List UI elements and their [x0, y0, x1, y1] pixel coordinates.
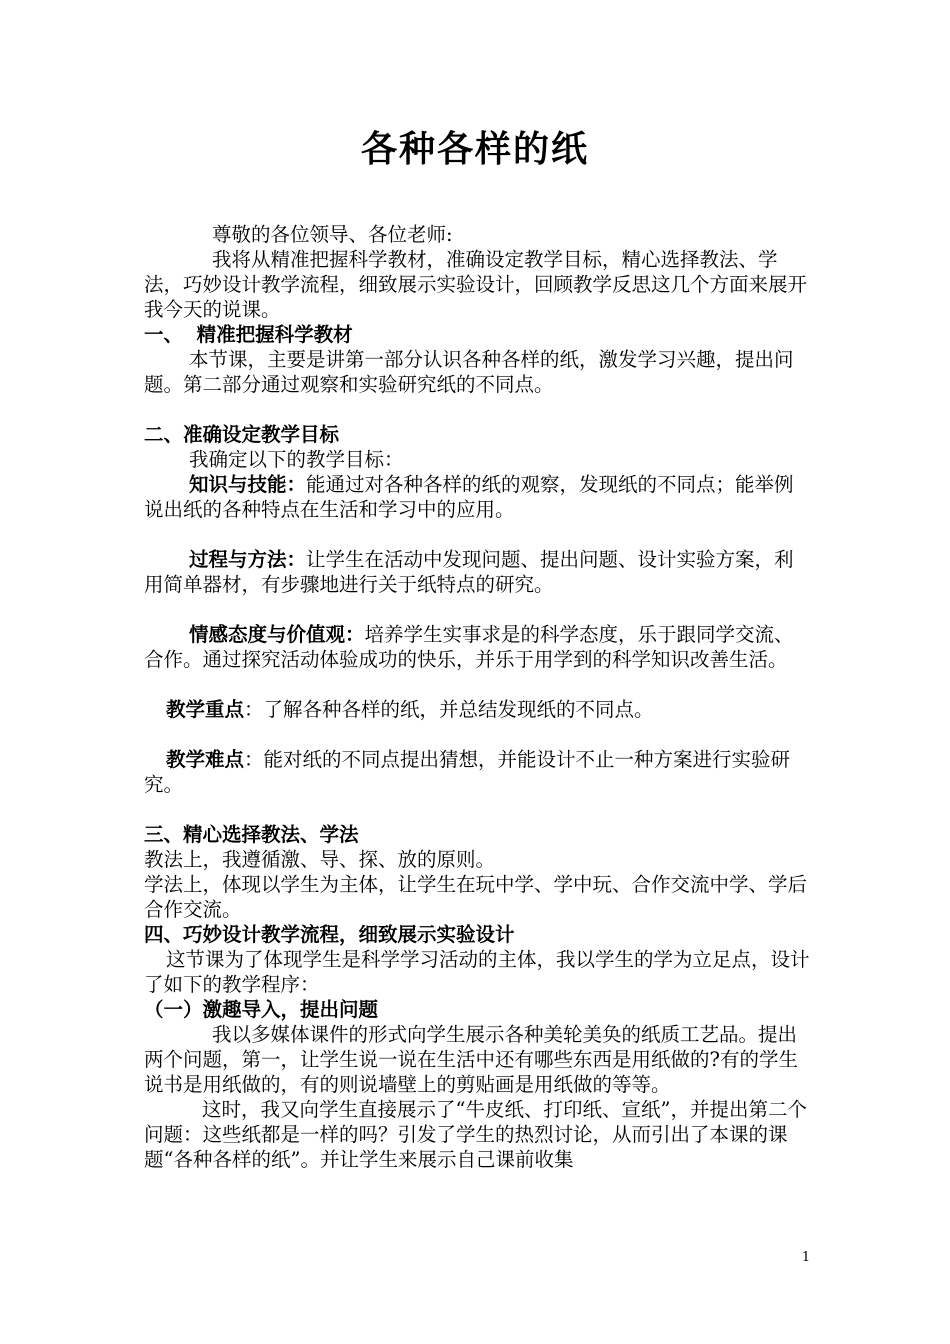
- section-4-lead: 这节课为了体现学生是科学学习活动的主体，我以学生的学为立足点，设计了如下的教学程序：: [144, 948, 810, 996]
- section-1-text: 本节课，主要是讲第一部分认识各种各样的纸，激发学习兴趣，提出问题。第二部分通过观察和实验研究纸的不同点。: [144, 348, 794, 396]
- process-text: 让学生在活动中发现问题、提出问题、设计实验方案，利用简单器材，有步骤地进行关于纸特点的研究。: [144, 548, 794, 596]
- difficult-point: [144, 747, 810, 797]
- key-point-label: 教学重点: [166, 698, 245, 721]
- knowledge-label: 知识与技能：: [189, 473, 307, 496]
- learning-method: 学法上，体现以学生为主体，让学生在玩中学、学中玩、合作交流中学、学后合作交流。: [144, 873, 808, 921]
- difficult-point-text: ：能对纸的不同点提出猜想，并能设计不止一种方案进行实验研究。: [144, 748, 791, 796]
- attitude-objective: [144, 622, 810, 672]
- subsection-1-paragraph-2: 这时，我又向学生直接展示了“牛皮纸、打印纸、宣纸”，并提出第二个问题：这些纸都是一样的吗？引发了学生的热烈讨论，从而引出了本课的课题“各种各样的纸”。并让学生来展示自己课前收集: [144, 1098, 807, 1171]
- page-number: 1: [801, 1250, 811, 1265]
- section-1-heading: 一、 精准把握科学教材: [144, 323, 353, 346]
- greeting: 尊敬的各位领导、各位老师:: [212, 223, 453, 246]
- subsection-1-paragraph-1: 我以多媒体课件的形式向学生展示各种美轮美奂的纸质工艺品。提出两个问题，第一，让学生说一说在生活中还有哪些东西是用纸做的?有的学生说书是用纸做的，有的则说墙壁上的剪贴画是用纸做的等等。: [144, 1023, 798, 1096]
- knowledge-text: 能通过对各种各样的纸的观察，发现纸的不同点；能举例说出纸的各种特点在生活和学习中的应用。: [144, 473, 794, 521]
- attitude-label: 情感态度与价值观：: [189, 623, 365, 646]
- key-point-text: ：了解各种各样的纸，并总结发现纸的不同点。: [244, 698, 654, 721]
- document-title: 各种各样的纸: [360, 129, 589, 170]
- section-3-heading: 三、精心选择教法、学法: [144, 823, 359, 846]
- process-objective: [144, 547, 810, 597]
- document-body: [144, 222, 810, 1172]
- process-label: 过程与方法：: [189, 548, 307, 571]
- section-2-heading: 二、准确设定教学目标: [144, 423, 340, 446]
- objectives-lead: 我确定以下的教学目标：: [189, 448, 404, 471]
- teaching-method: 教法上，我遵循激、导、探、放的原则。: [144, 848, 496, 871]
- section-4-heading: 四、巧妙设计教学流程，细致展示实验设计: [144, 923, 515, 946]
- intro-paragraph: 我将从精准把握科学教材，准确设定教学目标，精心选择教法、学法，巧妙设计教学流程，细致展示实验设计，回顾教学反思这几个方面来展开我今天的说课。: [144, 248, 808, 321]
- key-point: [144, 697, 810, 722]
- difficult-point-label: 教学难点: [166, 748, 245, 771]
- subsection-1-heading: （一）激趣导入，提出问题: [144, 998, 379, 1021]
- attitude-text: 培养学生实事求是的科学态度，乐于跟同学交流、合作。通过探究活动体验成功的快乐，并乐于用学到的科学知识改善生活。: [144, 623, 794, 671]
- knowledge-objective: [144, 472, 810, 522]
